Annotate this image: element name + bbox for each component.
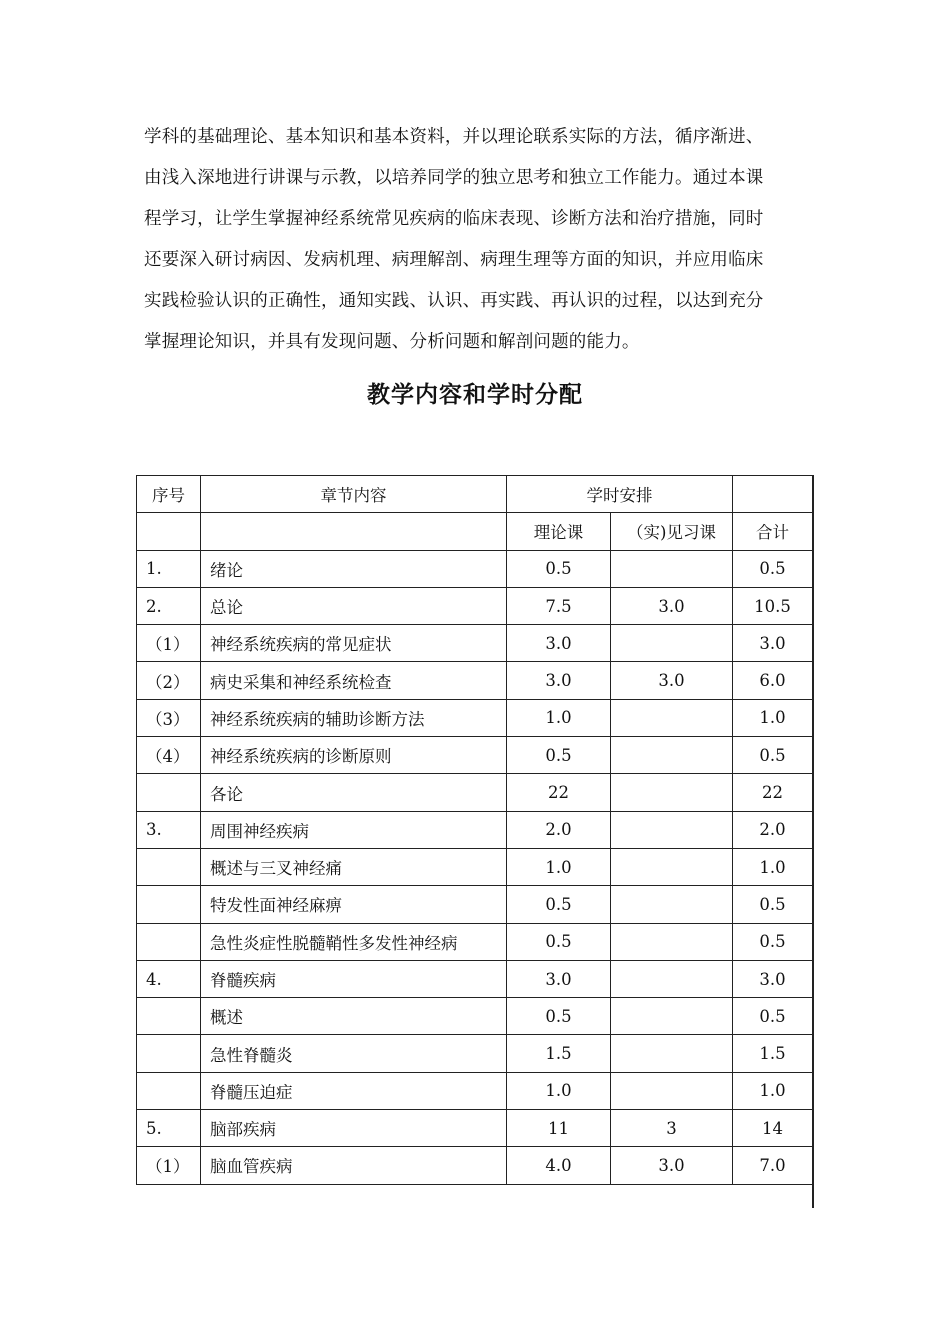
paragraph-line: 还要深入研讨病因、发病机理、病理解剖、病理生理等方面的知识，并应用临床 — [144, 250, 764, 270]
table-row — [137, 848, 813, 885]
row-theory: 2.0 — [507, 811, 611, 848]
header-idx: 序号 — [137, 476, 201, 513]
row-total: 1.5 — [733, 1035, 813, 1072]
table-row — [137, 1110, 813, 1147]
row-name: 脊髓压迫症 — [201, 1072, 507, 1109]
row-idx — [137, 923, 201, 960]
row-total: 1.0 — [733, 1072, 813, 1109]
row-theory: 3.0 — [507, 625, 611, 662]
table-row — [137, 550, 813, 587]
row-theory: 0.5 — [507, 737, 611, 774]
table-row — [137, 811, 813, 848]
schedule-table — [136, 475, 813, 1185]
table-header-row — [137, 476, 813, 513]
row-name: 周围神经疾病 — [201, 811, 507, 848]
row-idx: （4） — [137, 737, 201, 774]
row-practice — [611, 550, 733, 587]
table-row — [137, 960, 813, 997]
row-theory: 1.5 — [507, 1035, 611, 1072]
row-practice — [611, 923, 733, 960]
paragraph-line: 程学习，让学生掌握神经系统常见疾病的临床表现、诊断方法和治疗措施，同时 — [144, 209, 764, 229]
row-idx: （1） — [137, 1147, 201, 1184]
row-name: 绪论 — [201, 550, 507, 587]
row-idx — [137, 886, 201, 923]
row-theory: 0.5 — [507, 550, 611, 587]
row-total: 3.0 — [733, 625, 813, 662]
row-theory: 1.0 — [507, 1072, 611, 1109]
row-idx: 3. — [137, 811, 201, 848]
row-name: 脊髓疾病 — [201, 960, 507, 997]
row-idx — [137, 774, 201, 811]
row-theory: 7.5 — [507, 587, 611, 624]
row-theory: 3.0 — [507, 662, 611, 699]
paragraph-line: 实践检验认识的正确性，通知实践、认识、再实践、再认识的过程，以达到充分 — [144, 291, 764, 311]
subheader-empty-idx — [137, 513, 201, 550]
row-theory: 1.0 — [507, 699, 611, 736]
row-total: 0.5 — [733, 550, 813, 587]
table-row — [137, 1035, 813, 1072]
row-idx: 4. — [137, 960, 201, 997]
header-name: 章节内容 — [201, 476, 507, 513]
row-name: 概述 — [201, 998, 507, 1035]
row-theory: 0.5 — [507, 923, 611, 960]
row-theory: 3.0 — [507, 960, 611, 997]
row-total: 10.5 — [733, 587, 813, 624]
row-practice: 3.0 — [611, 662, 733, 699]
paragraph-line: 学科的基础理论、基本知识和基本资料，并以理论联系实际的方法，循序渐进、 — [144, 127, 764, 147]
row-total: 0.5 — [733, 737, 813, 774]
table-row — [137, 886, 813, 923]
row-idx: （2） — [137, 662, 201, 699]
row-name: 急性炎症性脱髓鞘性多发性神经病 — [201, 923, 507, 960]
row-total: 1.0 — [733, 699, 813, 736]
row-name: 总论 — [201, 587, 507, 624]
row-practice: 3.0 — [611, 587, 733, 624]
row-theory: 11 — [507, 1110, 611, 1147]
row-total: 0.5 — [733, 923, 813, 960]
row-name: 神经系统疾病的辅助诊断方法 — [201, 699, 507, 736]
row-theory: 4.0 — [507, 1147, 611, 1184]
row-theory: 0.5 — [507, 886, 611, 923]
row-name: 脑血管疾病 — [201, 1147, 507, 1184]
subheader-empty-name — [201, 513, 507, 550]
row-total: 0.5 — [733, 886, 813, 923]
row-name: 神经系统疾病的诊断原则 — [201, 737, 507, 774]
row-name: 各论 — [201, 774, 507, 811]
row-practice — [611, 886, 733, 923]
table-row — [137, 662, 813, 699]
row-total: 1.0 — [733, 848, 813, 885]
header-group: 学时安排 — [507, 476, 733, 513]
table-right-border — [812, 475, 814, 1208]
paragraph-line: 由浅入深地进行讲课与示教，以培养同学的独立思考和独立工作能力。通过本课 — [144, 168, 764, 188]
row-idx: 1. — [137, 550, 201, 587]
table-row — [137, 774, 813, 811]
row-idx — [137, 1072, 201, 1109]
row-practice — [611, 774, 733, 811]
row-practice — [611, 699, 733, 736]
section-title: 教学内容和学时分配 — [367, 382, 583, 408]
row-name: 病史采集和神经系统检查 — [201, 662, 507, 699]
row-total: 3.0 — [733, 960, 813, 997]
row-total: 22 — [733, 774, 813, 811]
row-name: 概述与三叉神经痛 — [201, 848, 507, 885]
row-practice: 3.0 — [611, 1147, 733, 1184]
header-empty — [733, 476, 813, 513]
paragraph-line: 掌握理论知识，并具有发现问题、分析问题和解剖问题的能力。 — [144, 332, 640, 352]
row-idx — [137, 998, 201, 1035]
table-row — [137, 923, 813, 960]
table-row — [137, 625, 813, 662]
row-practice — [611, 625, 733, 662]
table-row — [137, 699, 813, 736]
row-practice — [611, 960, 733, 997]
header-practice: （实)见习课 — [611, 513, 733, 550]
row-total: 6.0 — [733, 662, 813, 699]
row-idx: 2. — [137, 587, 201, 624]
header-total: 合计 — [733, 513, 813, 550]
row-total: 2.0 — [733, 811, 813, 848]
row-total: 14 — [733, 1110, 813, 1147]
row-idx: 5. — [137, 1110, 201, 1147]
row-name: 特发性面神经麻痹 — [201, 886, 507, 923]
row-name: 神经系统疾病的常见症状 — [201, 625, 507, 662]
row-practice — [611, 737, 733, 774]
table-row — [137, 1072, 813, 1109]
row-practice — [611, 848, 733, 885]
table-row — [137, 587, 813, 624]
row-idx: （1） — [137, 625, 201, 662]
row-theory: 22 — [507, 774, 611, 811]
header-theory: 理论课 — [507, 513, 611, 550]
row-idx — [137, 848, 201, 885]
row-practice — [611, 1035, 733, 1072]
row-practice — [611, 998, 733, 1035]
table-subheader-row — [137, 513, 813, 550]
table-row — [137, 737, 813, 774]
row-practice — [611, 1072, 733, 1109]
row-idx — [137, 1035, 201, 1072]
row-total: 0.5 — [733, 998, 813, 1035]
row-name: 脑部疾病 — [201, 1110, 507, 1147]
table-row — [137, 998, 813, 1035]
row-theory: 0.5 — [507, 998, 611, 1035]
row-practice — [611, 811, 733, 848]
table-row — [137, 1147, 813, 1184]
row-idx: （3） — [137, 699, 201, 736]
row-practice: 3 — [611, 1110, 733, 1147]
row-theory: 1.0 — [507, 848, 611, 885]
row-total: 7.0 — [733, 1147, 813, 1184]
intro-paragraph — [144, 117, 810, 363]
row-name: 急性脊髓炎 — [201, 1035, 507, 1072]
